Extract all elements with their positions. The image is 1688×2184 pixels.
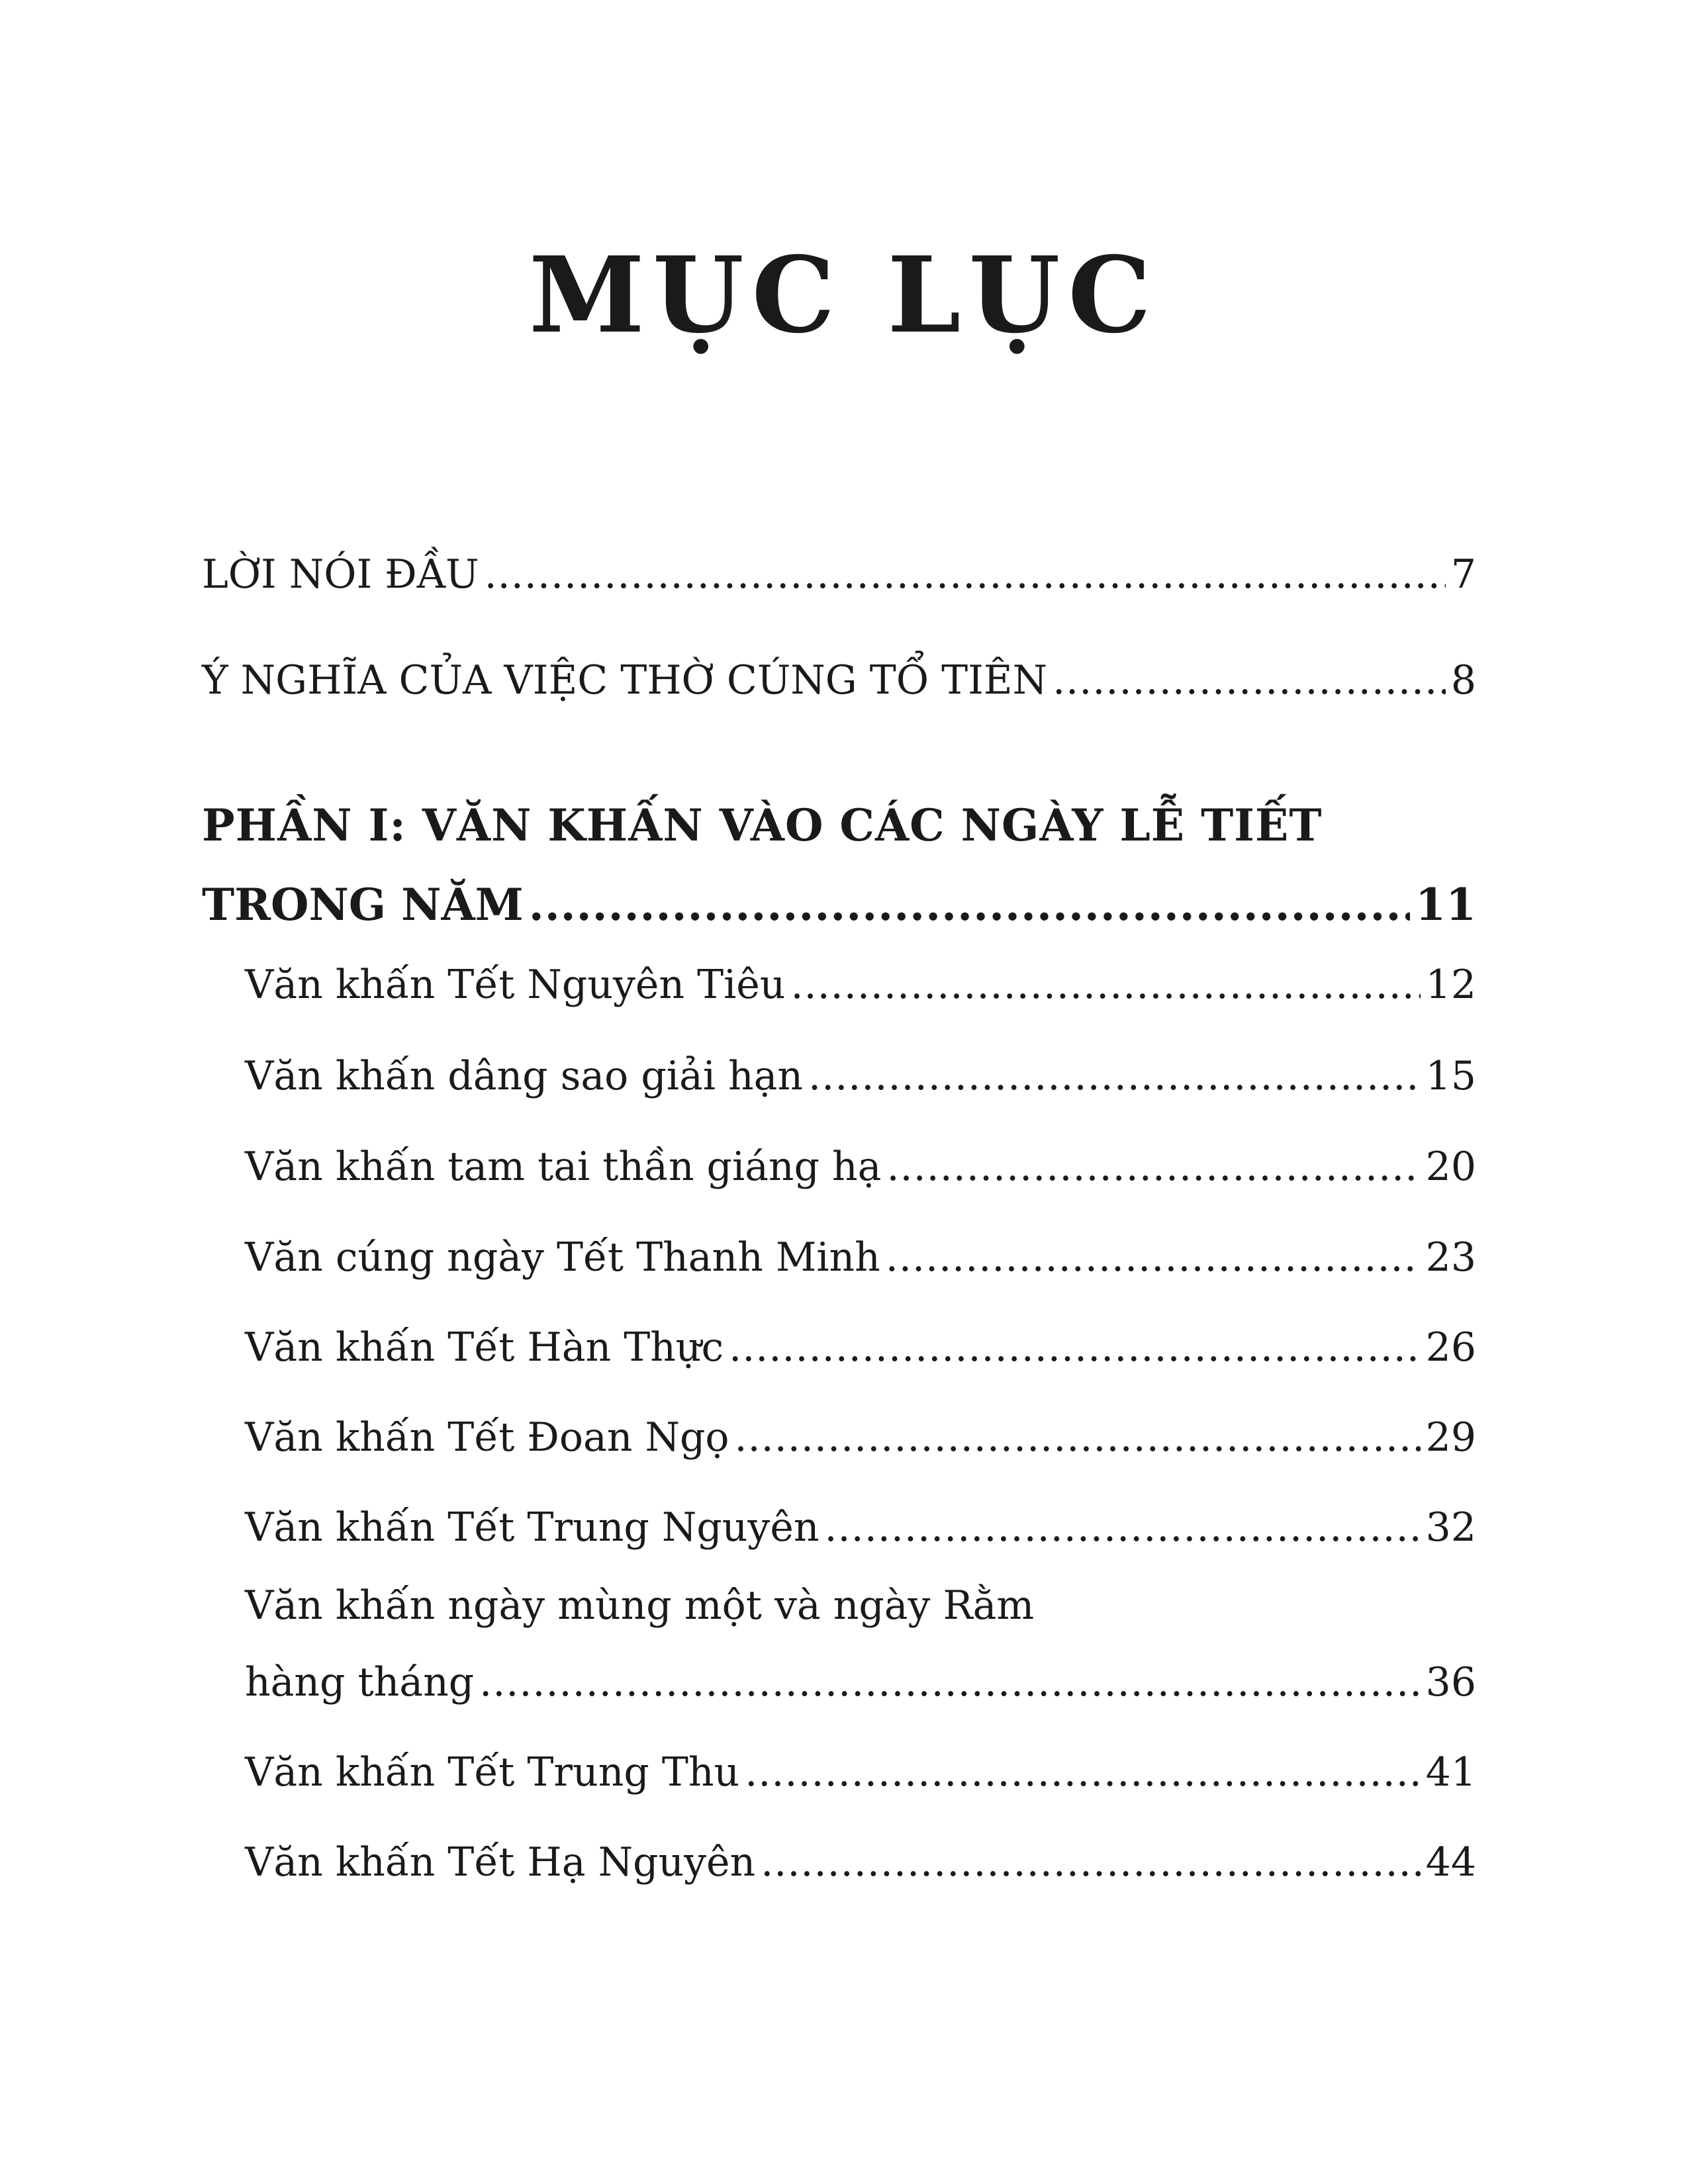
toc-entry-page: 29 [1425,1414,1476,1461]
toc-entry[interactable] [245,1144,1476,1190]
toc-entry[interactable] [245,1414,1476,1461]
toc-entry-label: Ý NGHĨA CỦA VIỆC THỜ CÚNG TỔ TIÊN [202,657,1048,704]
toc-entry-loi-noi-dau[interactable] [202,551,1476,598]
toc-entry-page: 23 [1425,1234,1476,1281]
toc-entry[interactable] [245,1504,1476,1551]
toc-entry[interactable] [245,1053,1476,1099]
dot-leader [745,1752,1420,1792]
toc-entry-label: Văn khấn Tết Trung Thu [245,1749,740,1796]
dot-leader [824,1508,1420,1547]
dot-leader [886,1238,1421,1277]
toc-entry[interactable] [245,1324,1476,1371]
toc-entry-label: Văn khấn tam tai thần giáng hạ [245,1144,882,1190]
toc-entry[interactable] [245,1234,1476,1281]
dot-leader [729,1328,1421,1367]
dot-leader [479,1662,1421,1702]
toc-entry-page: 44 [1425,1839,1476,1886]
toc-entry-page: 8 [1450,657,1476,704]
toc-entry-y-nghia[interactable] [202,657,1476,704]
toc-entry-label: Văn khấn Tết Hạ Nguyên [245,1839,756,1886]
dot-leader [734,1418,1420,1457]
toc-entry-label: LỜI NÓI ĐẦU [202,551,479,598]
toc-entry-label: Văn khấn Tết Đoan Ngọ [245,1414,729,1461]
dot-leader [790,965,1420,1005]
toc-entry-label: Văn khấn Tết Nguyên Tiêu [245,962,786,1008]
part-heading-entry[interactable] [202,879,1476,931]
dot-leader [761,1843,1420,1882]
toc-entry-page: 41 [1425,1749,1476,1796]
toc-entry[interactable] [245,962,1476,1008]
toc-entry-label: Văn khấn dâng sao giải hạn [245,1053,804,1099]
part-heading-line2: TRONG NĂM [202,879,524,931]
page-title: MỤC LỤC [528,234,1160,357]
toc-entry-page: 12 [1425,962,1476,1008]
toc-entry-page: 15 [1425,1053,1476,1099]
toc-entry[interactable] [245,1659,1476,1706]
dot-leader [1053,660,1446,700]
toc-entry-label: Văn khấn Tết Trung Nguyên [245,1504,820,1551]
toc-entry-page: 7 [1450,551,1476,598]
dot-leader [808,1056,1421,1096]
part-heading-page: 11 [1415,879,1476,931]
toc-entry-label: Văn khấn Tết Hàn Thực [245,1324,724,1371]
toc-entry-page: 32 [1425,1504,1476,1551]
part-heading-line1[interactable]: PHẦN I: VĂN KHẤN VÀO CÁC NGÀY LỄ TIẾT [202,799,1323,851]
toc-entry-label: Văn cúng ngày Tết Thanh Minh [245,1234,880,1281]
toc-entry-label-line1[interactable]: Văn khấn ngày mùng một và ngày Rằm [245,1582,1035,1629]
toc-entry-label: hàng tháng [245,1659,475,1706]
toc-entry-page: 20 [1425,1144,1476,1190]
dot-leader [485,555,1446,594]
toc-entry-page: 26 [1425,1324,1476,1371]
toc-entry-page: 36 [1425,1659,1476,1706]
dot-leader [529,883,1410,927]
dot-leader [886,1147,1420,1187]
toc-entry[interactable] [245,1839,1476,1886]
toc-entry[interactable] [245,1749,1476,1796]
